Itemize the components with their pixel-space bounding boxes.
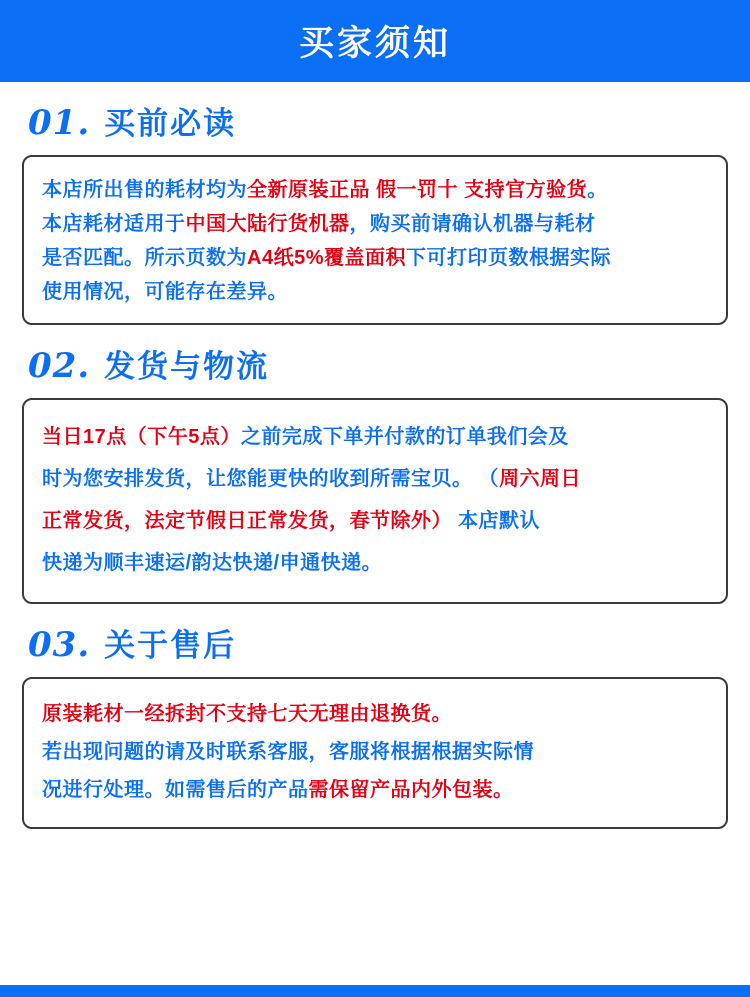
text-line xyxy=(42,771,708,809)
text-line xyxy=(42,173,708,207)
page-header xyxy=(0,0,750,82)
text-segment: 当日17点（下午5点） xyxy=(42,426,241,448)
text-segment: 之前完成下单并付款的订单我们会及 xyxy=(240,426,569,448)
text-line xyxy=(42,542,708,584)
text-segment: 需保留产品内外包装。 xyxy=(308,779,514,801)
section-body-box xyxy=(22,155,728,325)
text-line xyxy=(42,275,708,309)
section-number: 03. xyxy=(28,625,91,665)
section-after-sales xyxy=(22,620,728,829)
text-segment: 。 xyxy=(587,179,608,201)
text-line xyxy=(42,241,708,275)
section-header xyxy=(22,98,728,143)
bottom-accent-bar xyxy=(0,985,750,997)
text-segment: 本店所出售的耗材均为 xyxy=(42,179,247,201)
section-buy-before-reading xyxy=(22,98,728,325)
section-shipping-logistics xyxy=(22,341,728,604)
text-segment: 快递为顺丰速运/韵达快递/申通快递。 xyxy=(42,552,383,574)
text-segment: 况进行处理。如需售后的产品 xyxy=(42,779,309,801)
section-number: 02. xyxy=(28,346,91,386)
text-line xyxy=(42,695,708,733)
text-segment: 若出现问题的请及时联系客服，客服将根据根据实际情 xyxy=(42,741,534,763)
text-line xyxy=(42,416,708,458)
text-segment: ，购买前请确认机器与耗材 xyxy=(349,213,596,235)
content-area xyxy=(0,98,750,829)
text-segment: 下可打印页数根据实际 xyxy=(405,247,611,269)
text-line xyxy=(42,733,708,771)
text-segment: 全新原装正品 假一罚十 支持官方验货 xyxy=(247,179,588,201)
text-segment: 是否匹配。所示页数为 xyxy=(42,247,247,269)
text-segment: 本店耗材适用于 xyxy=(42,213,186,235)
text-segment: 本店默认 xyxy=(452,510,541,532)
text-segment: A4纸5%覆盖面积 xyxy=(247,247,406,269)
text-segment: 原装耗材一经拆封不支持七天无理由退换货。 xyxy=(42,703,452,725)
text-segment: 正常发货，法定节假日正常发货，春节除外） xyxy=(42,510,452,532)
section-header xyxy=(22,341,728,386)
section-number: 01. xyxy=(28,103,91,143)
section-body-box xyxy=(22,677,728,829)
section-title: 买前必读 xyxy=(104,106,237,141)
text-segment: 周六周日 xyxy=(499,468,582,490)
section-title: 发货与物流 xyxy=(104,349,270,384)
text-segment: 时为您安排发货，让您能更快的收到所需宝贝。 （ xyxy=(42,468,500,490)
page-title: 买家须知 xyxy=(298,24,451,63)
text-segment: 使用情况，可能存在差异。 xyxy=(42,281,288,303)
section-body-box xyxy=(22,398,728,604)
text-line xyxy=(42,207,708,241)
section-title: 关于售后 xyxy=(104,628,237,663)
section-header xyxy=(22,620,728,665)
text-line xyxy=(42,500,708,542)
text-line xyxy=(42,458,708,500)
text-segment: 中国大陆行货机器 xyxy=(185,213,350,235)
